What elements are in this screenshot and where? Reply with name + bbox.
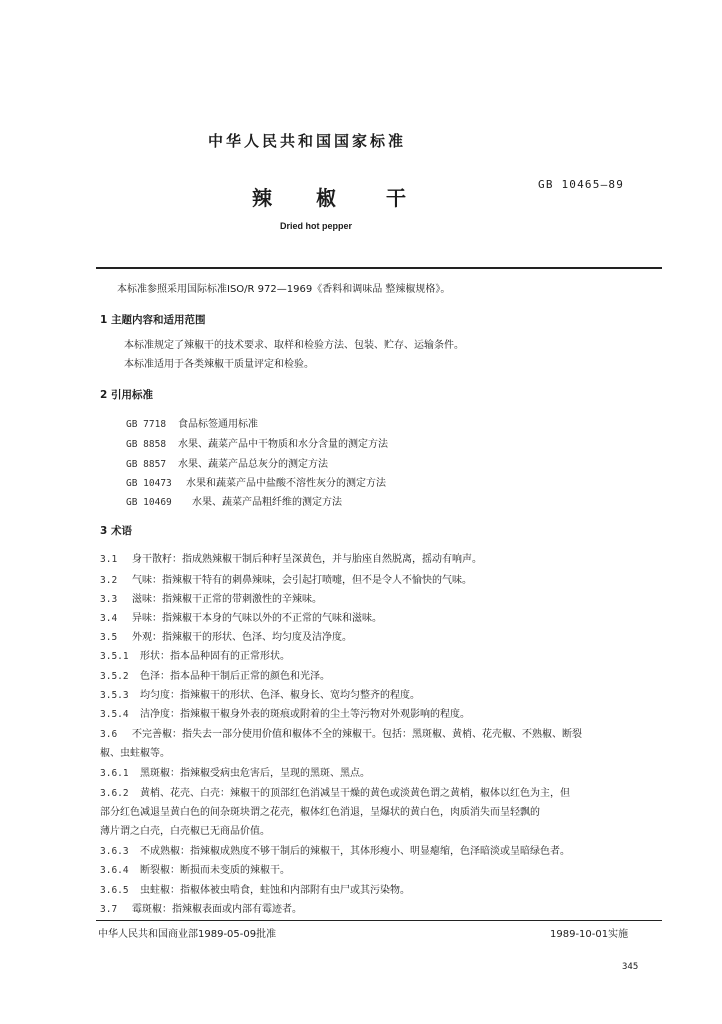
term-number: 3.6.5 bbox=[100, 885, 129, 896]
term-item bbox=[100, 628, 352, 643]
reference-code: GB 8857 bbox=[126, 459, 167, 470]
section-1-paragraph: 本标准适用于各类辣椒干质量评定和检验。 bbox=[124, 359, 314, 370]
term-text: 均匀度：指辣椒干的形状、色泽、椒身长、宽均匀整齐的程度。 bbox=[140, 690, 420, 701]
term-item bbox=[100, 784, 570, 799]
title-char-2: 椒 bbox=[316, 186, 336, 210]
reference-title: 水果、蔬菜产品总灰分的测定方法 bbox=[178, 459, 328, 470]
term-number: 3.5.1 bbox=[100, 651, 129, 662]
page-number: 345 bbox=[622, 962, 639, 972]
term-number: 3.5.2 bbox=[100, 671, 129, 682]
reference-code: GB 10473 bbox=[126, 478, 172, 489]
reference-item bbox=[126, 474, 386, 489]
term-text: 滋味：指辣椒干正常的带刺激性的辛辣味。 bbox=[132, 594, 322, 605]
term-item bbox=[100, 842, 570, 857]
term-number: 3.1 bbox=[100, 554, 118, 565]
term-text: 色泽：指本品种干制后正常的颜色和光泽。 bbox=[140, 671, 330, 682]
term-text: 薄片谓之白壳，白壳椒已无商品价值。 bbox=[100, 826, 270, 837]
term-text: 虫蛀椒：指椒体被虫啃食，蛀蚀和内部附有虫尸或其污染物。 bbox=[140, 885, 410, 896]
section-1-paragraph: 本标准规定了辣椒干的技术要求、取样和检验方法、包装、贮存、运输条件。 bbox=[124, 340, 464, 351]
term-continuation bbox=[100, 744, 170, 759]
reference-item bbox=[126, 435, 388, 450]
standard-code: GB 10465—89 bbox=[538, 178, 625, 191]
reference-title: 食品标签通用标准 bbox=[178, 419, 258, 430]
section-3-heading: 3 术语 bbox=[100, 525, 132, 537]
term-number: 3.4 bbox=[100, 613, 118, 624]
term-item bbox=[100, 861, 290, 876]
term-item bbox=[100, 881, 410, 896]
term-item bbox=[100, 571, 472, 586]
term-item bbox=[100, 725, 582, 740]
term-number: 3.6.4 bbox=[100, 865, 129, 876]
term-number: 3.6.2 bbox=[100, 788, 129, 799]
term-text: 不成熟椒：指辣椒成熟度不够干制后的辣椒干，其体形瘦小、明显瘪缩，色泽暗淡或呈暗绿色者。 bbox=[140, 846, 570, 857]
term-text: 外观：指辣椒干的形状、色泽、均匀度及洁净度。 bbox=[132, 632, 352, 643]
intro-paragraph: 本标准参照采用国际标准ISO/R 972—1969《香料和调味品 整辣椒规格》。 bbox=[117, 284, 451, 295]
effective-date-line: 1989-10-01实施 bbox=[550, 929, 629, 940]
term-number: 3.6.3 bbox=[100, 846, 129, 857]
term-number: 3.5 bbox=[100, 632, 118, 643]
term-text: 霉斑椒：指辣椒表面或内部有霉迹者。 bbox=[132, 904, 302, 915]
term-item bbox=[100, 609, 382, 624]
term-item bbox=[100, 705, 470, 720]
term-item bbox=[100, 590, 322, 605]
term-number: 3.6 bbox=[100, 729, 118, 740]
term-number: 3.6.1 bbox=[100, 768, 129, 779]
reference-title: 水果、蔬菜产品中干物质和水分含量的测定方法 bbox=[178, 439, 388, 450]
reference-item bbox=[126, 415, 258, 430]
term-text: 身干散籽：指成熟辣椒干制后种籽呈深黄色，并与胎座自然脱离，摇动有响声。 bbox=[132, 554, 482, 565]
section-2-heading: 2 引用标准 bbox=[100, 389, 153, 401]
approval-line: 中华人民共和国商业部1989-05-09批准 bbox=[98, 929, 277, 940]
term-item bbox=[100, 900, 302, 915]
english-title: Dried hot pepper bbox=[280, 221, 353, 231]
reference-code: GB 8858 bbox=[126, 439, 167, 450]
term-continuation bbox=[100, 822, 270, 837]
term-text: 部分红色减退呈黄白色的间杂斑块谓之花壳，椒体红色消退，呈爆状的黄白色，肉质消失而呈轻飘的 bbox=[100, 807, 540, 818]
reference-item bbox=[126, 455, 328, 470]
term-continuation bbox=[100, 803, 540, 818]
reference-code: GB 7718 bbox=[126, 419, 167, 430]
reference-title: 水果和蔬菜产品中盐酸不溶性灰分的测定方法 bbox=[186, 478, 386, 489]
term-number: 3.5.4 bbox=[100, 709, 129, 720]
section-1-heading: 1 主题内容和适用范围 bbox=[100, 314, 206, 326]
issuing-org-line: 中华人民共和国国家标准 bbox=[208, 132, 407, 150]
term-item bbox=[100, 686, 420, 701]
title-char-1: 辣 bbox=[252, 186, 272, 210]
term-number: 3.3 bbox=[100, 594, 118, 605]
term-text: 洁净度：指辣椒干椒身外表的斑痕或附着的尘土等污物对外观影响的程度。 bbox=[140, 709, 470, 720]
term-text: 断裂椒：断损而未变质的辣椒干。 bbox=[140, 865, 290, 876]
footer-divider bbox=[96, 920, 662, 921]
reference-code: GB 10469 bbox=[126, 497, 172, 508]
reference-title: 水果、蔬菜产品粗纤维的测定方法 bbox=[192, 497, 342, 508]
reference-item bbox=[126, 493, 342, 508]
term-item bbox=[100, 667, 330, 682]
standard-title bbox=[252, 182, 406, 211]
term-text: 形状：指本品种固有的正常形状。 bbox=[140, 651, 290, 662]
term-number: 3.2 bbox=[100, 575, 118, 586]
term-number: 3.5.3 bbox=[100, 690, 129, 701]
term-text: 黄梢、花壳、白壳：辣椒干的顶部红色消减呈干燥的黄色或淡黄色谓之黄梢，椒体以红色为主，但 bbox=[140, 788, 570, 799]
term-text: 椒、虫蛀椒等。 bbox=[100, 748, 170, 759]
term-text: 不完善椒：指失去一部分使用价值和椒体不全的辣椒干。包括：黑斑椒、黄梢、花壳椒、不熟椒、断裂 bbox=[132, 729, 582, 740]
term-item bbox=[100, 550, 482, 565]
term-number: 3.7 bbox=[100, 904, 118, 915]
term-text: 气味：指辣椒干特有的刺鼻辣味，会引起打喷嚏，但不是令人不愉快的气味。 bbox=[132, 575, 472, 586]
title-char-3: 干 bbox=[386, 186, 406, 210]
term-text: 黑斑椒：指辣椒受病虫危害后，呈现的黑斑、黑点。 bbox=[140, 768, 370, 779]
term-text: 异味：指辣椒干本身的气味以外的不正常的气味和滋味。 bbox=[132, 613, 382, 624]
header-divider bbox=[96, 267, 662, 269]
term-item bbox=[100, 764, 370, 779]
term-item bbox=[100, 647, 290, 662]
